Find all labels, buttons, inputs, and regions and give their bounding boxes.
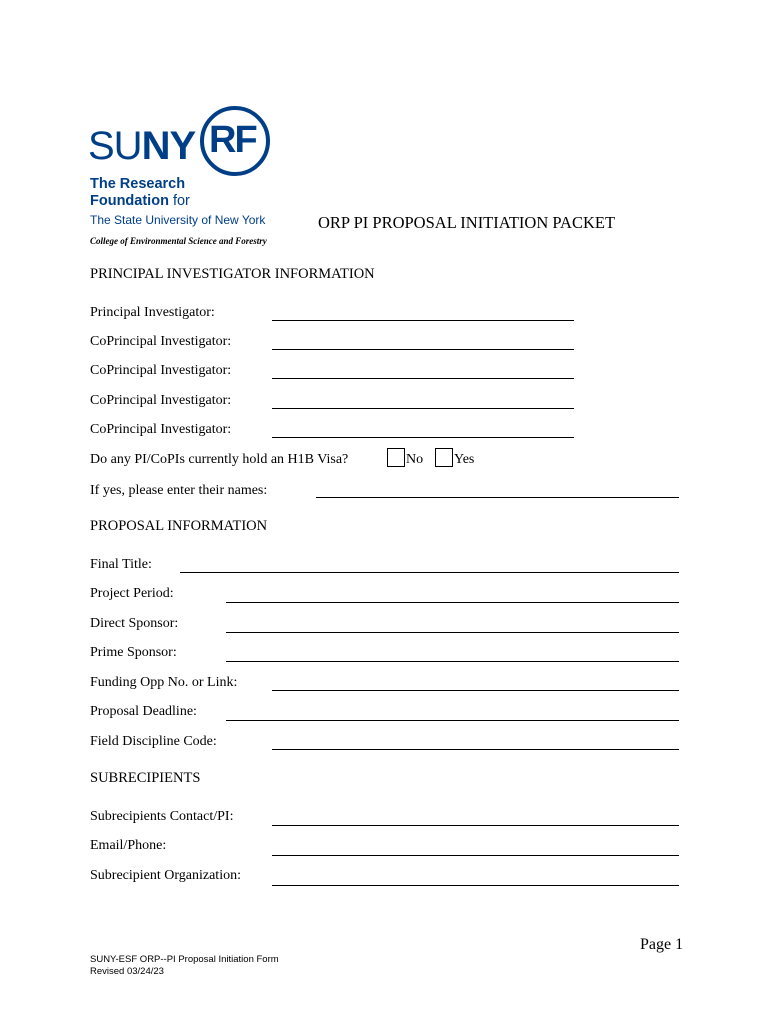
logo-university-name: The State University of New York <box>90 213 266 227</box>
copi-label-3: CoPrincipal Investigator: <box>90 393 232 408</box>
page-title: ORP PI PROPOSAL INITIATION PACKET <box>318 213 616 232</box>
email-phone-field[interactable] <box>272 855 679 856</box>
subrecipient-contact-field[interactable] <box>272 825 679 826</box>
visa-yes-label: Yes <box>454 452 475 467</box>
visa-no-checkbox[interactable] <box>387 448 405 467</box>
section-heading-subrecipients: SUBRECIPIENTS <box>90 770 201 786</box>
project-period-label: Project Period: <box>90 586 174 601</box>
direct-sponsor-field[interactable] <box>226 632 679 633</box>
field-discipline-field[interactable] <box>272 749 679 750</box>
college-name: College of Environmental Science and Forestry <box>90 236 267 246</box>
footer-revised-date: Revised 03/24/23 <box>90 966 164 977</box>
pi-field[interactable] <box>272 320 574 321</box>
final-title-field[interactable] <box>180 572 679 573</box>
prime-sponsor-label: Prime Sponsor: <box>90 645 177 660</box>
visa-yes-checkbox[interactable] <box>435 448 453 467</box>
h1b-names-field[interactable] <box>316 497 679 498</box>
page-number: Page 1 <box>640 936 684 953</box>
logo-wordmark: SUNY <box>88 124 196 168</box>
section-heading-pi: PRINCIPAL INVESTIGATOR INFORMATION <box>90 266 375 282</box>
funding-opp-field[interactable] <box>272 690 679 691</box>
copi-label-4: CoPrincipal Investigator: <box>90 422 232 437</box>
copi-field-1[interactable] <box>272 349 574 350</box>
subrecipient-contact-label: Subrecipients Contact/PI: <box>90 809 234 824</box>
pi-label: Principal Investigator: <box>90 305 215 320</box>
h1b-names-label: If yes, please enter their names: <box>90 483 268 498</box>
logo-tagline: The Research Foundation for <box>90 176 190 209</box>
footer-form-name: SUNY-ESF ORP--PI Proposal Initiation Form <box>90 954 279 965</box>
direct-sponsor-label: Direct Sponsor: <box>90 616 179 631</box>
copi-label-2: CoPrincipal Investigator: <box>90 363 232 378</box>
visa-question: Do any PI/CoPIs currently hold an H1B Visa? <box>90 452 349 467</box>
prime-sponsor-field[interactable] <box>226 661 679 662</box>
project-period-field[interactable] <box>226 602 679 603</box>
field-discipline-label: Field Discipline Code: <box>90 734 217 749</box>
email-phone-label: Email/Phone: <box>90 838 167 853</box>
copi-field-2[interactable] <box>272 378 574 379</box>
proposal-deadline-field[interactable] <box>226 720 679 721</box>
copi-field-4[interactable] <box>272 437 574 438</box>
visa-no-label: No <box>406 452 424 467</box>
funding-opp-label: Funding Opp No. or Link: <box>90 675 238 690</box>
suny-rf-logo <box>88 106 278 236</box>
proposal-deadline-label: Proposal Deadline: <box>90 704 197 719</box>
subrecipient-org-field[interactable] <box>272 885 679 886</box>
logo-rf-circle: RF <box>200 106 270 176</box>
section-heading-proposal: PROPOSAL INFORMATION <box>90 518 268 534</box>
copi-label-1: CoPrincipal Investigator: <box>90 334 232 349</box>
subrecipient-org-label: Subrecipient Organization: <box>90 868 241 883</box>
final-title-label: Final Title: <box>90 557 152 572</box>
copi-field-3[interactable] <box>272 408 574 409</box>
